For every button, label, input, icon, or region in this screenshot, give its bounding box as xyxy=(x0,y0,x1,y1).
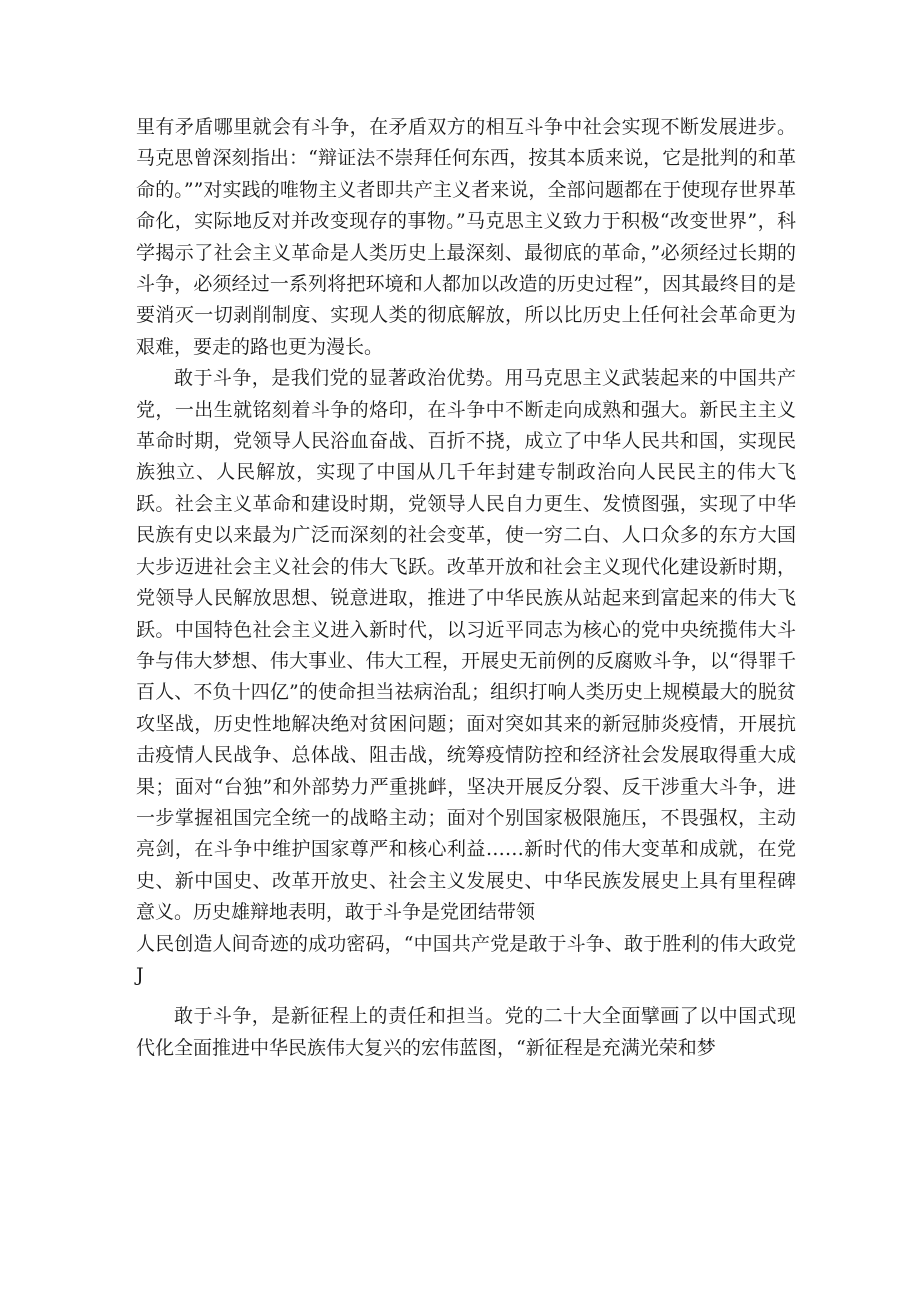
paragraph-party-advantage: 敢于斗争，是我们党的显著政治优势。用马克思主义武装起来的中国共产党，一出生就铭刻着斗争的烙印，在斗争中不断走向成熟和强大。新民主主义革命时期，党领导人民浴血奋战、百折不挠，成立了中华人民共和国，实现民族独立、人民解放，实现了中国从几千年封建专制政治向人民民主的伟大飞跃。社会主义革命和建设时期，党领导人民自力更生、发愤图强，实现了中华民族有史以来最为广泛而深刻的社会变革，使一穷二白、人口众多的东方大国大步迈进社会主义社会的伟大飞跃。改革开放和社会主义现代化建设新时期，党领导人民解放思想、锐意进取，推进了中华民族从站起来到富起来的伟大飞跃。中国特色社会主义进入新时代，以习近平同志为核心的党中央统揽伟大斗争与伟大梦想、伟大事业、伟大工程，开展史无前例的反腐败斗争，以“得罪千百人、不负十四亿”的使命担当祛病治乱；组织打响人类历史上规模最大的脱贫攻坚战，历史性地解决绝对贫困问题；面对突如其来的新冠肺炎疫情，开展抗击疫情人民战争、总体战、阻击战，统筹疫情防控和经济社会发展取得重大成果；面对“台独”和外部势力严重挑衅，坚决开展反分裂、反干涉重大斗争，进一步掌握祖国完全统一的战略主动；面对个别国家极限施压，不畏强权，主动亮剑，在斗争中维护国家尊严和核心利益……新时代的伟大变革和成就，在党史、新中国史、改革开放史、社会主义发展史、中华民族发展史上具有里程碑意义。历史雄辩地表明，敢于斗争是党团结带领 xyxy=(136,367,796,924)
paragraph-new-journey: 敢于斗争，是新征程上的责任和担当。党的二十大全面擘画了以中国式现代化全面推进中华民族伟大复兴的宏伟蓝图，“新征程是充满光荣和梦 xyxy=(136,1005,796,1059)
paragraph-marxism-struggle: 里有矛盾哪里就会有斗争，在矛盾双方的相互斗争中社会实现不断发展进步。马克思曾深刻指出：“辩证法不崇拜任何东西，按其本质来说，它是批判的和革命的。””对实践的唯物主义者即共产主义者来说，全部问题都在于使现存世界革命化，实际地反对并改变现存的事物。”马克思主义致力于积极“改变世界”，科学揭示了社会主义革命是人类历史上最深刻、最彻底的革命，”必须经过长期的斗争，必须经过一系列将把环境和人都加以改造的历史过程”，因其最终目的是要消灭一切剥削制度、实现人类的彻底解放，所以比历史上任何社会革命更为艰难，要走的路也更为漫长。 xyxy=(136,116,796,358)
paragraph-success-code: 人民创造人间奇迹的成功密码，“中国共产党是敢于斗争、敢于胜利的伟大政党J xyxy=(136,932,796,986)
document-page xyxy=(136,112,796,1064)
